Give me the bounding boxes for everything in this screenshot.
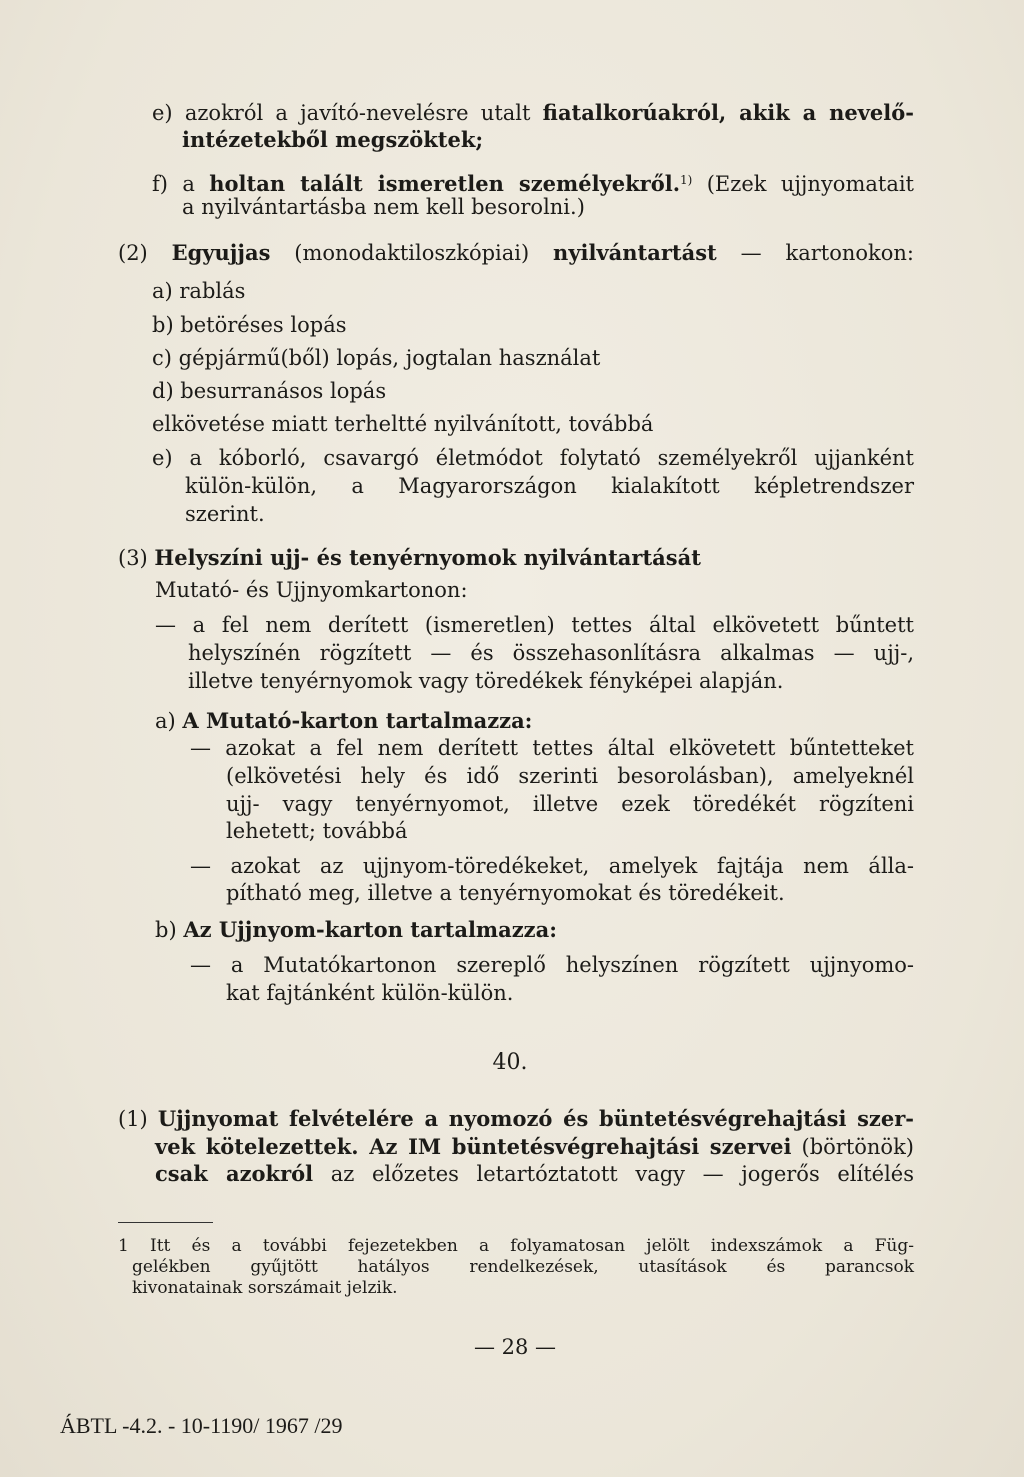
page-number: — 28 — [473, 1335, 557, 1359]
list-item-e-line-2: külön-külön, a Magyarországon kialakított képletrendszer [185, 474, 914, 498]
ujjnyom-karton-heading: b) Az Ujjnyom-karton tartalmazza: [155, 917, 557, 942]
archive-reference-stamp: ÁBTL -4.2. - 10-1190/ 1967 /29 [60, 1413, 343, 1438]
footnote-line-2: gelékben gyűjtött hatályos rendelkezések, utasítások és parancsok [132, 1257, 914, 1277]
item-e-line-1: e) azokról a javító-nevelésre utalt fiatalkorúakról, akik a nevelő- [152, 100, 914, 125]
mutato-item-2-line-1: — azokat az ujjnyom-töredékeket, amelyek fajtája nem álla- [190, 854, 914, 878]
mutato-item-1-line-4: lehetett; továbbá [226, 819, 408, 843]
dash-item-1-line-1: — a fel nem derített (ismeretlen) tettes által elkövetett bűntett [155, 613, 914, 637]
dash-item-1-line-3: illetve tenyérnyomok vagy töredékek fényképei alapján. [188, 669, 784, 693]
mutato-item-1-line-3: ujj- vagy tenyérnyomot, illetve ezek töredékét rögzíteni [226, 792, 914, 816]
paragraph-2-heading: (2) Egyujjas (monodaktiloszkópiai) nyilvántartást — kartonokon: [118, 240, 914, 265]
mutato-karton-heading: a) A Mutató-karton tartalmazza: [155, 708, 533, 733]
mutato-item-1-line-1: — azokat a fel nem derített tettes által elkövetett bűntetteket [190, 736, 914, 760]
footnote-divider [118, 1222, 213, 1223]
list-item-d: d) besurranásos lopás [152, 379, 387, 403]
mutato-subheading: Mutató- és Ujjnyomkartonon: [155, 578, 468, 602]
dash-item-1-line-2: helyszínén rögzített — és összehasonlításra alkalmas — ujj-, [188, 641, 914, 665]
footnote-line-1: 1 Itt és a további fejezetekben a folyamatosan jelölt indexszámok a Füg- [118, 1236, 914, 1256]
ujjnyom-item-line-2: kat fajtánként külön-külön. [226, 981, 514, 1005]
section-40-line-1: (1) Ujjnyomat felvételére a nyomozó és büntetésvégrehajtási szer- [118, 1106, 915, 1131]
paragraph-3-heading: (3) Helyszíni ujj- és tenyérnyomok nyilvántartását [118, 545, 701, 570]
list-item-c: c) gépjármű(ből) lopás, jogtalan használat [152, 346, 601, 370]
section-40-line-3: csak azokról az előzetes letartóztatott vagy — jogerős elítélés [155, 1161, 914, 1186]
ujjnyom-item-line-1: — a Mutatókartonon szereplő helyszínen rögzített ujjnyomo- [190, 953, 914, 977]
footnote-line-3: kivonatainak sorszámait jelzik. [132, 1278, 398, 1298]
section-number: 40. [492, 1050, 528, 1075]
item-f-line-2: a nyilvántartásba nem kell besorolni.) [182, 195, 585, 219]
mutato-item-2-line-2: pítható meg, illetve a tenyérnyomokat és töredékeit. [226, 881, 785, 905]
mutato-item-1-line-2: (elkövetési hely és idő szerinti besorolásban), amelyeknél [226, 764, 914, 788]
section-40-line-2: vek kötelezettek. Az IM büntetésvégrehajtási szervei (börtönök) [155, 1134, 914, 1159]
item-f-line-1: f) a holtan talált ismeretlen személyekről.$^{1)}$ (Ezek ujjnyomatait [152, 171, 914, 196]
list-tail-text: elkövetése miatt terheltté nyilvánított, továbbá [152, 412, 654, 436]
list-item-e-line-3: szerint. [185, 502, 265, 526]
list-item-b: b) betöréses lopás [152, 313, 347, 337]
list-item-a: a) rablás [152, 279, 246, 303]
item-e-line-2: intézetekből megszöktek; [182, 127, 484, 152]
list-item-e-line-1: e) a kóborló, csavargó életmódot folytató személyekről ujjanként [152, 446, 914, 470]
